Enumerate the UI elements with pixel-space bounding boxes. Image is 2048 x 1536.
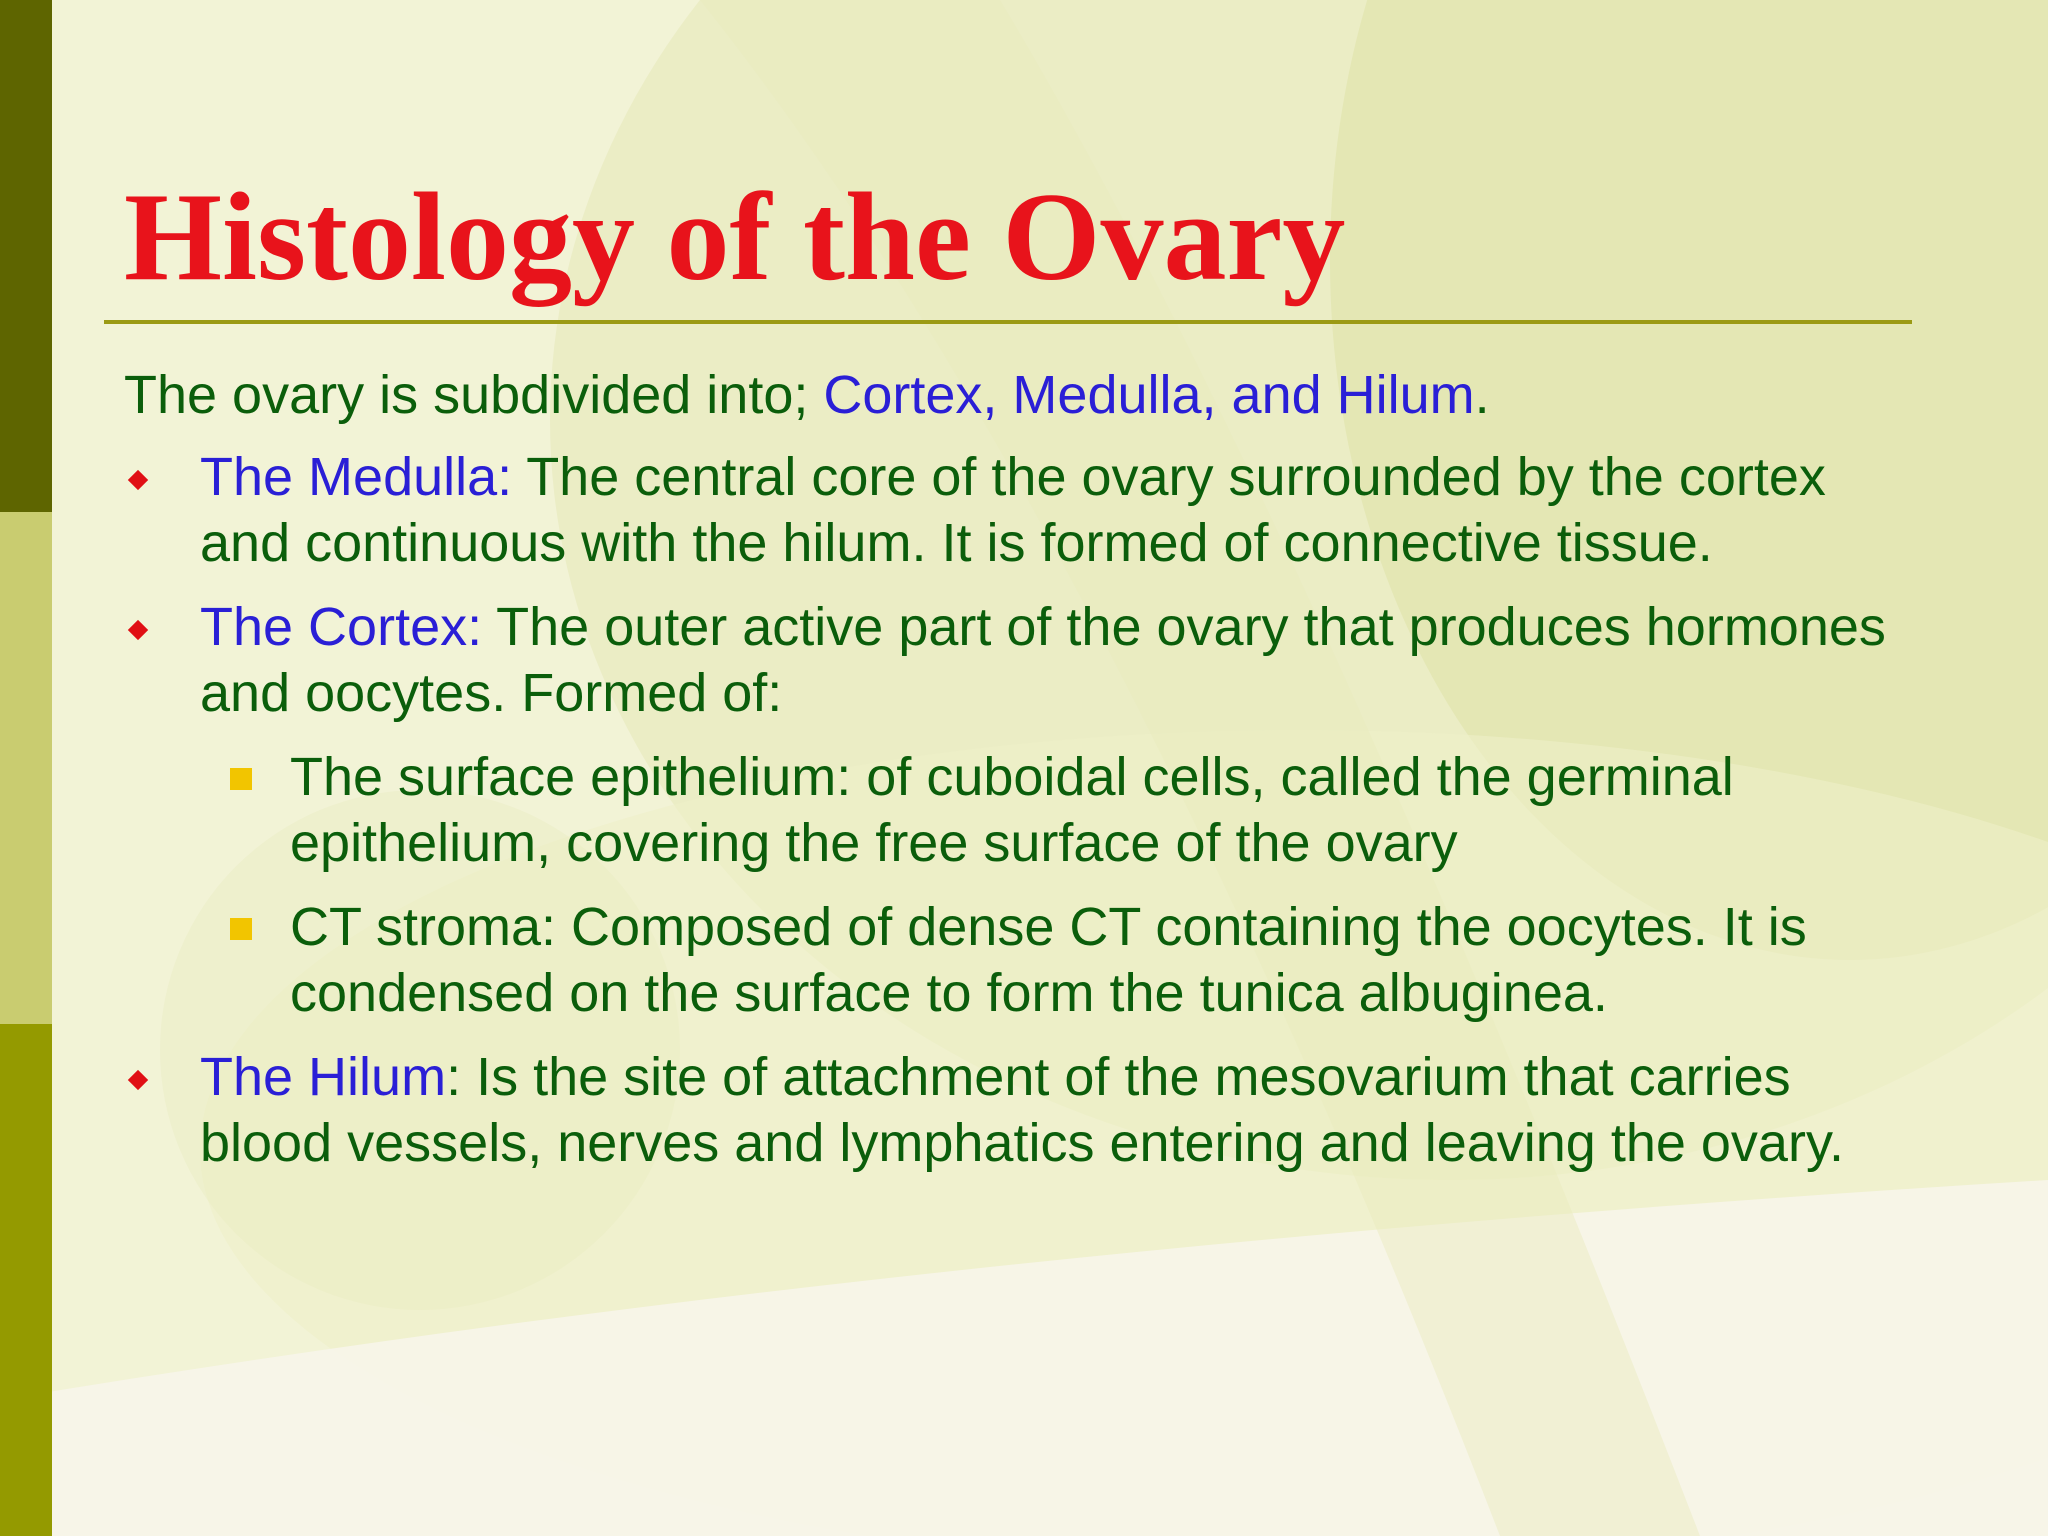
intro-prefix: The ovary is subdivided into; (124, 365, 824, 425)
bullet-text: : Is the site of attachment of the mesovarium that carries blood vessels, nerves and lymphatics entering and leaving the ovary. (200, 1047, 1844, 1173)
intro-highlight: Cortex, Medulla, and Hilum (823, 365, 1475, 425)
square-icon (230, 768, 252, 790)
intro-suffix: . (1474, 365, 1490, 425)
bullet-term: The Cortex: (200, 597, 483, 657)
bullet-item-hilum (124, 1044, 1924, 1176)
bullet-text: The outer active part of the ovary that produces hormones and oocytes. Formed of: (200, 597, 1886, 723)
slide-body (124, 362, 1924, 1194)
bullet-item-medulla (124, 444, 1924, 576)
sub-item-text: The surface epithelium: of cuboidal cells, called the germinal epithelium, covering the free surface of the ovary (290, 747, 1734, 873)
title-underline (104, 320, 1912, 324)
bullet-term: The Hilum (200, 1047, 447, 1107)
bullet-term: The Medulla: (200, 447, 513, 507)
sub-item-text: CT stroma: Composed of dense CT containing the oocytes. It is condensed on the surface to form the tunica albuginea. (290, 897, 1807, 1023)
side-bar-segment-bottom (0, 1024, 52, 1536)
side-bar-segment-top (0, 0, 52, 512)
bullet-item-cortex (124, 594, 1924, 726)
sub-item-ct-stroma (124, 894, 1924, 1026)
diamond-icon (128, 1070, 148, 1090)
sub-item-surface-epithelium (124, 744, 1924, 876)
bullet-text: The central core of the ovary surrounded by the cortex and continuous with the hilum. It is formed of connective tissue. (200, 447, 1826, 573)
side-bar-segment-middle (0, 512, 52, 1024)
square-icon (230, 918, 252, 940)
slide-title: Histology of the Ovary (124, 168, 1346, 307)
diamond-icon (128, 470, 148, 490)
diamond-icon (128, 620, 148, 640)
intro-line (124, 362, 1924, 428)
